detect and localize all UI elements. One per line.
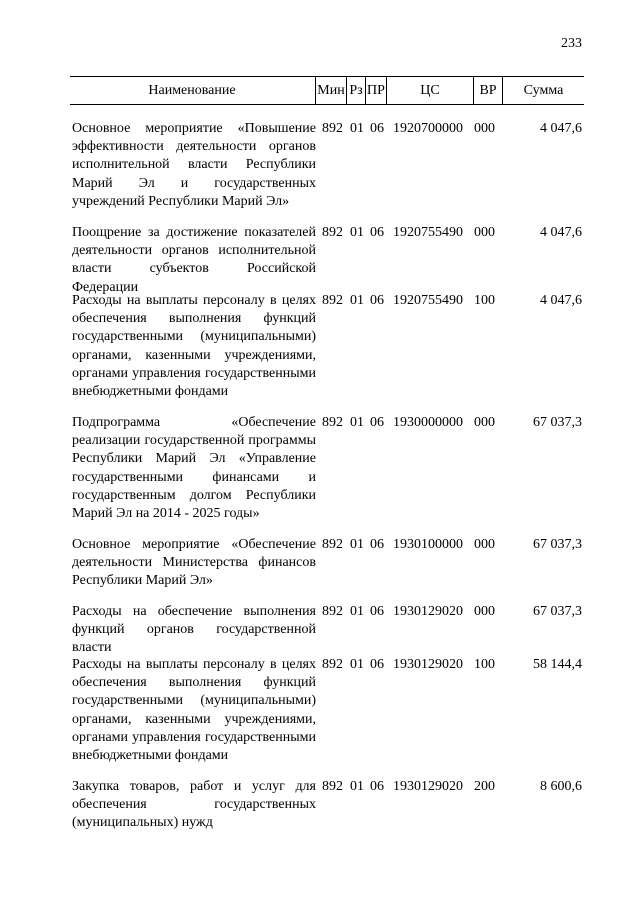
- row-cs: 1930100000: [393, 537, 463, 552]
- row-vr: 100: [474, 657, 495, 672]
- row-cs: 1920700000: [393, 121, 463, 136]
- row-vr: 000: [474, 604, 495, 619]
- row-vr: 000: [474, 225, 495, 240]
- header-rz: Рз: [349, 83, 363, 98]
- row-rz: 01: [350, 779, 364, 794]
- row-rz: 01: [350, 225, 364, 240]
- row-name: Расходы на выплаты персоналу в целях обеспечения выполнения функций государственными (муниципальными) органами, казенными учреждениями, органами управления государственными внебюджетными фондами: [72, 293, 316, 400]
- row-cs: 1920755490: [393, 225, 463, 240]
- row-sum: 58 144,4: [533, 657, 582, 672]
- row-sum: 4 047,6: [540, 121, 582, 136]
- row-sum: 8 600,6: [540, 779, 582, 794]
- row-cs: 1930000000: [393, 415, 463, 430]
- row-name: Основное мероприятие «Обеспечение деятельности Министерства финансов Республики Марий Эл»: [72, 537, 316, 589]
- header-sum: Сумма: [523, 83, 564, 98]
- row-min: 892: [322, 121, 343, 136]
- row-vr: 200: [474, 779, 495, 794]
- header-pr: ПР: [367, 83, 385, 98]
- row-pr: 06: [370, 293, 384, 308]
- row-name: Закупка товаров, работ и услуг для обеспечения государственных (муниципальных) нужд: [72, 779, 316, 831]
- row-sum: 67 037,3: [533, 604, 582, 619]
- row-pr: 06: [370, 121, 384, 136]
- row-rz: 01: [350, 657, 364, 672]
- row-rz: 01: [350, 604, 364, 619]
- header-name: Наименование: [148, 83, 236, 98]
- row-sum: 4 047,6: [540, 293, 582, 308]
- row-name: Основное мероприятие «Повышение эффективности деятельности органов исполнительной власти Республики Марий Эл и государственных учреждений Республики Марий Эл»: [72, 121, 316, 209]
- row-vr: 000: [474, 537, 495, 552]
- row-min: 892: [322, 225, 343, 240]
- row-name: Поощрение за достижение показателей деятельности органов исполнительной власти субъектов Российской Федерации: [72, 225, 316, 295]
- table-header: [70, 76, 584, 105]
- row-cs: 1930129020: [393, 604, 463, 619]
- row-pr: 06: [370, 657, 384, 672]
- row-min: 892: [322, 779, 343, 794]
- row-name: Расходы на выплаты персоналу в целях обеспечения выполнения функций государственными (муниципальными) органами, казенными учреждениями, органами управления государственными внебюджетными фондами: [72, 657, 316, 764]
- row-min: 892: [322, 604, 343, 619]
- row-vr: 000: [474, 121, 495, 136]
- row-rz: 01: [350, 537, 364, 552]
- row-pr: 06: [370, 225, 384, 240]
- row-pr: 06: [370, 604, 384, 619]
- row-min: 892: [322, 657, 343, 672]
- row-min: 892: [322, 415, 343, 430]
- row-pr: 06: [370, 779, 384, 794]
- header-min: Мин: [317, 83, 345, 98]
- row-cs: 1920755490: [393, 293, 463, 308]
- header-vr: ВР: [479, 83, 497, 98]
- row-sum: 67 037,3: [533, 537, 582, 552]
- row-vr: 000: [474, 415, 495, 430]
- row-vr: 100: [474, 293, 495, 308]
- row-min: 892: [322, 537, 343, 552]
- row-name: Расходы на обеспечение выполнения функций органов государственной власти: [72, 604, 316, 656]
- row-min: 892: [322, 293, 343, 308]
- row-rz: 01: [350, 121, 364, 136]
- page-number: 233: [561, 36, 582, 51]
- row-cs: 1930129020: [393, 657, 463, 672]
- row-name: Подпрограмма «Обеспечение реализации государственной программы Республики Марий Эл «Управление государственными финансами и государственным долгом Республики Марий Эл на 2014 - 2025 годы»: [72, 415, 316, 522]
- row-sum: 4 047,6: [540, 225, 582, 240]
- row-pr: 06: [370, 415, 384, 430]
- row-rz: 01: [350, 415, 364, 430]
- row-cs: 1930129020: [393, 779, 463, 794]
- row-sum: 67 037,3: [533, 415, 582, 430]
- header-cs: ЦС: [420, 83, 440, 98]
- row-pr: 06: [370, 537, 384, 552]
- row-rz: 01: [350, 293, 364, 308]
